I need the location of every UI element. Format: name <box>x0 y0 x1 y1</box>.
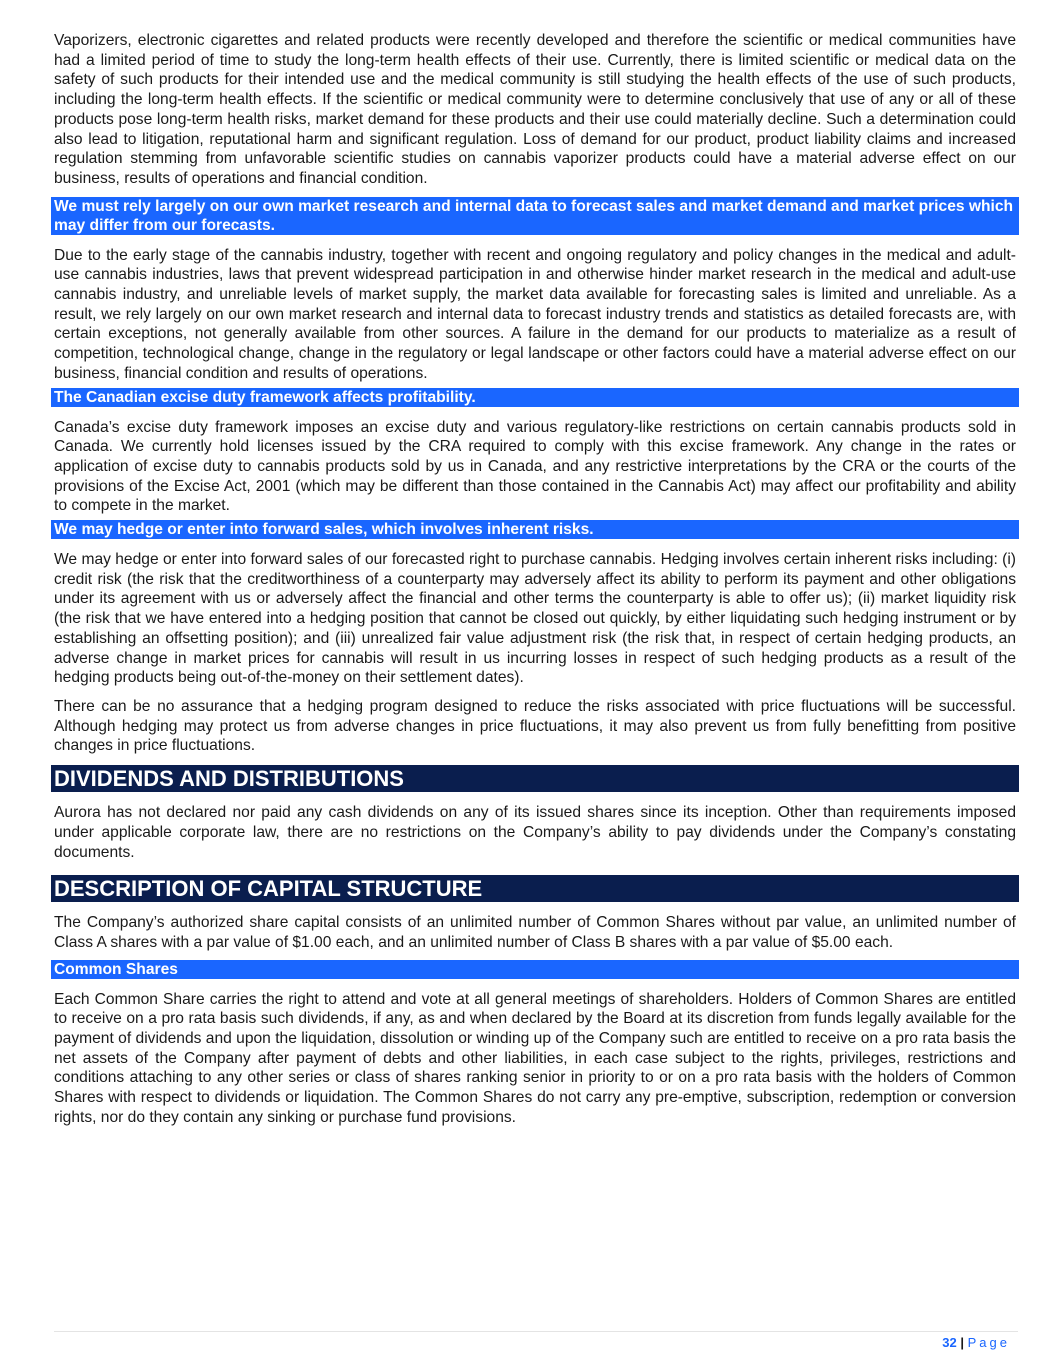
subheading-market-research: We must rely largely on our own market research and internal data to forecast sales and market demand and market prices which may differ from our forecasts. <box>51 197 1019 235</box>
subheading-excise-duty: The Canadian excise duty framework affects profitability. <box>51 388 1019 407</box>
section-heading-dividends: DIVIDENDS AND DISTRIBUTIONS <box>51 765 1019 792</box>
paragraph-market-research: Due to the early stage of the cannabis industry, together with recent and ongoing regulatory and policy changes in the medical and adult-use cannabis industries, laws that prevent widespread participation in and otherwise hinder market research in the medical and adult-use cannabis industry, and unreliable levels of market supply, the market data available for forecasting sales is limited and unreliable. As a result, we rely largely on our own market research and internal data to forecast industry trends and statistics as detailed forecasts are, with certain exceptions, not generally available from other sources. A failure in the demand for our products to materialize as a result of competition, technological change, change in the regulatory or legal landscape or other factors could have a material adverse effect on our business, financial condition and results of operations. <box>54 246 1016 382</box>
page-number: 32 <box>942 1335 957 1350</box>
paragraph-common-shares: Each Common Share carries the right to attend and vote at all general meetings of shareholders. Holders of Common Shares are entitled to receive on a pro rata basis such dividends, if any, as and when declared by the Board at its discretion from funds legally available for the payment of dividends and upon the liquidation, dissolution or winding up of the Company such are entitled to receive on a pro rata basis the net assets of the Company after payment of debts and other liabilities, in each case subject to the rights, privileges, restrictions and conditions attaching to any other series or class of shares ranking senior in priority to or on a pro rata basis with the holders of Common Shares with respect to dividends or liquidation. The Common Shares do not carry any pre-emptive, subscription, redemption or conversion rights, nor do they contain any sinking or purchase fund provisions. <box>54 990 1016 1126</box>
paragraph-vaporizer-risk: Vaporizers, electronic cigarettes and related products were recently developed and therefore the scientific or medical communities have had a limited period of time to study the long-term health effects of their use. Currently, there is limited scientific or medical data on the safety of such products for their intended use and the medical community is still studying the health effects of the use of such products, including the long-term health effects. If the scientific or medical community were to determine conclusively that use of any or all of these products pose long-term health risks, market demand for these products and their use could materially decline. Such a determination could also lead to litigation, reputational harm and significant regulation. Loss of demand for our product, product liability claims and increased regulation stemming from unfavorable scientific studies on cannabis vaporizer products could have a material adverse effect on our business, results of operations and financial condition. <box>54 32 1016 187</box>
subheading-common-shares: Common Shares <box>51 960 1019 979</box>
paragraph-hedging-risks: We may hedge or enter into forward sales of our forecasted right to purchase cannabis. Hedging involves certain inherent risks including: (i) credit risk (the risk that the creditworthiness of a counterparty may adversely affect its ability to perform its payment and other obligations under its agreement with us or adversely affect the financial and other terms the counterparty is able to offer us); (ii) market liquidity risk (the risk that we have entered into a hedging position that cannot be closed out quickly, by either liquidating such hedging instrument or by establishing an offsetting position); and (iii) unrealized fair value adjustment risk (the risk that, in respect of certain hedging products, an adverse change in market prices for cannabis will result in us incurring losses in respect of such hedging products as a result of the hedging products being out-of-the-money on their settlement dates). <box>54 551 1016 687</box>
footer-divider <box>54 1331 1018 1332</box>
document-page <box>54 31 1016 1128</box>
page-footer <box>942 1335 1010 1350</box>
paragraph-hedging-assurance: There can be no assurance that a hedging program designed to reduce the risks associated with price fluctuations will be successful. Although hedging may protect us from adverse changes in price fluctuations, it may also prevent us from fully benefitting from positive changes in price fluctuations. <box>54 697 1016 755</box>
paragraph-excise-duty: Canada’s excise duty framework imposes an excise duty and various regulatory-like restrictions on certain cannabis products sold in Canada. We currently hold licenses issued by the CRA required to comply with this excise framework. Any change in the rates or application of excise duty to cannabis products sold by us in Canada, and any restrictive interpretations by the CRA or the courts of the provisions of the Excise Act, 2001 (which may be different than those contained in the Cannabis Act) may affect our profitability and ability to compete in the market. <box>54 418 1016 515</box>
page-label: Page <box>967 1335 1010 1350</box>
footer-separator: | <box>960 1335 964 1350</box>
subheading-hedging: We may hedge or enter into forward sales, which involves inherent risks. <box>51 520 1019 539</box>
paragraph-capital-structure: The Company’s authorized share capital consists of an unlimited number of Common Shares without par value, an unlimited number of Class A shares with a par value of $1.00 each, and an unlimited number of Class B shares with a par value of $5.00 each. <box>54 914 1016 951</box>
section-heading-capital-structure: DESCRIPTION OF CAPITAL STRUCTURE <box>51 875 1019 902</box>
paragraph-dividends: Aurora has not declared nor paid any cash dividends on any of its issued shares since its inception. Other than requirements imposed under applicable corporate law, there are no restrictions on the Company’s ability to pay dividends under the Company’s constating documents. <box>54 804 1016 861</box>
